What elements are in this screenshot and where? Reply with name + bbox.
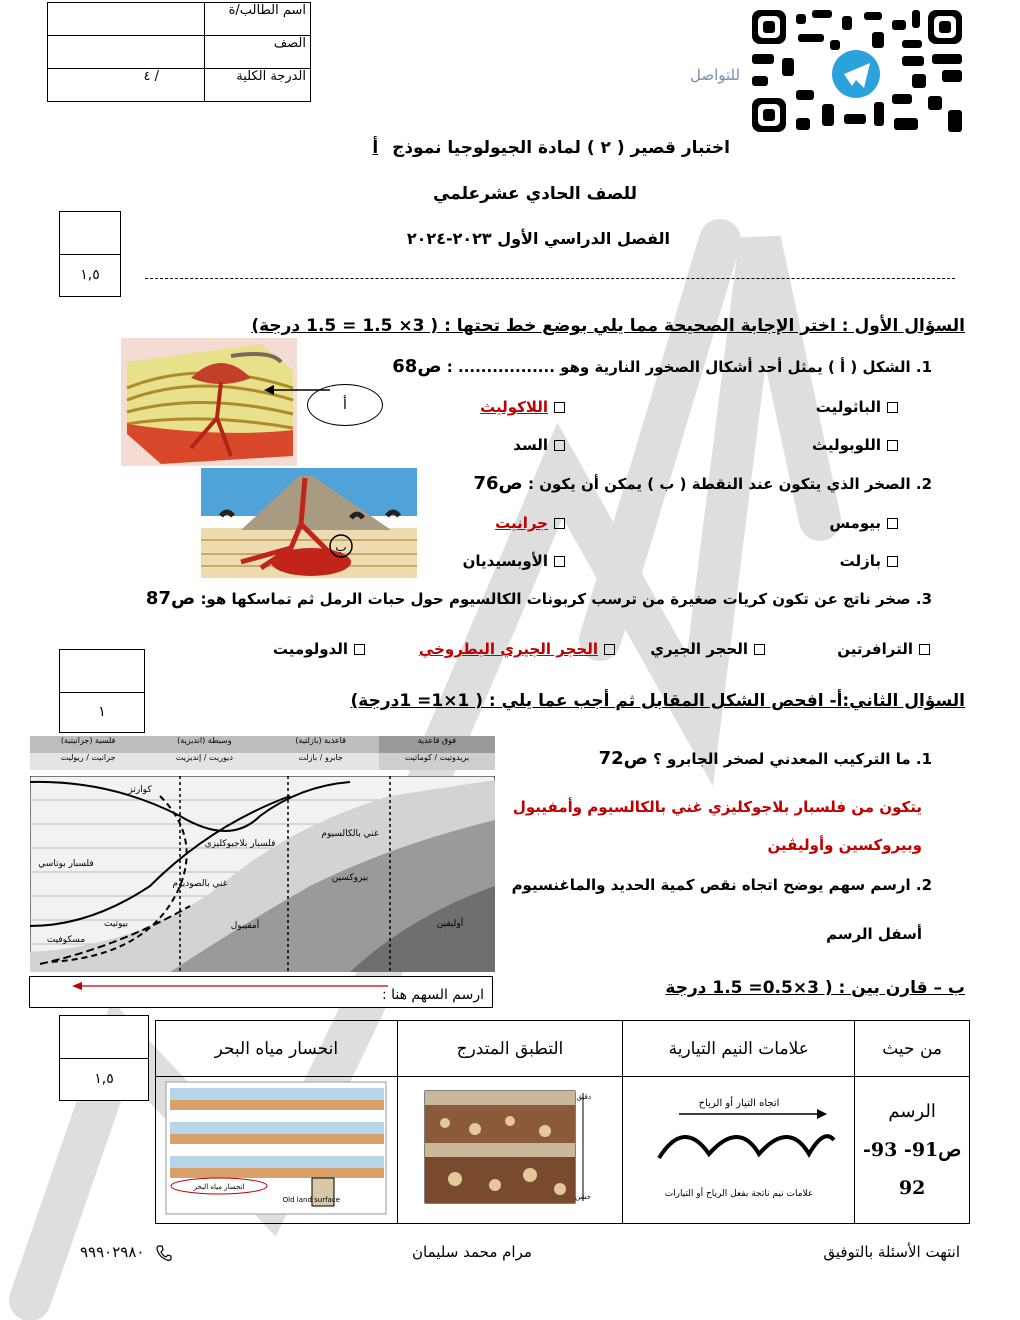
student-name-label: اسم الطالب/ة <box>205 3 311 36</box>
q1-item1-option-c[interactable]: اللوبوليث <box>812 436 898 454</box>
q2b-title: ب – قارن بين : ( 3×0.5= 1.5 درجة <box>665 978 965 998</box>
svg-text:مسكوفيت: مسكوفيت <box>46 935 86 945</box>
cmp-graded-cell <box>397 1077 623 1224</box>
grade-level: للصف الحادي عشرعلمي <box>433 184 637 204</box>
footer-phone: ٩٩٩٠٢٩٨٠ <box>80 1243 173 1262</box>
footer-end-text: انتهت الأسئلة بالتوفيق <box>823 1243 960 1261</box>
q1-item3-page: ص87 <box>145 588 196 609</box>
q1-score-box: ١,٥ <box>59 211 121 297</box>
class-field[interactable] <box>48 36 205 69</box>
exam-model: أ <box>372 138 379 158</box>
class-label: الصف <box>205 36 311 69</box>
cmp-row-pages: ص91- 93-92 <box>862 1139 962 1199</box>
cmp-regression-cell <box>156 1077 398 1224</box>
cmp-row-label: الرسم <box>888 1101 936 1122</box>
phone-icon <box>155 1244 173 1262</box>
q1-item3-option-c[interactable]: الحجر الجيري البطروخي <box>419 640 615 658</box>
cmp-header-regression: انحسار مياه البحر <box>156 1021 398 1077</box>
svg-text:اتجاه التيار أو الرياح: اتجاه التيار أو الرياح <box>698 1098 780 1109</box>
cmp-row-drawing <box>855 1077 970 1224</box>
q2-item1-answer-line2: وبيروكسين وأوليڤين <box>767 836 922 854</box>
q1-item2-option-a[interactable]: بيومس <box>829 514 898 532</box>
separator-line <box>145 278 955 279</box>
total-grade-value: / ٤ <box>48 69 205 102</box>
exam-title: اختبار قصير ( ٢ ) لمادة الجيولوجيا نموذج <box>392 138 730 158</box>
q1-item2-option-c[interactable]: بازلت <box>840 552 898 570</box>
svg-text:علامات نيم ناتجة بفعل الرياح أ: علامات نيم ناتجة بفعل الرياح أو التيارات <box>664 1189 814 1199</box>
q1-item3-option-b[interactable]: الحجر الجيري <box>650 640 765 658</box>
svg-text:فلسبار بلاجيوكليزي: فلسبار بلاجيوكليزي <box>204 839 276 849</box>
total-grade-label: الدرجة الكلية <box>205 69 311 102</box>
q1-item1-option-b[interactable]: اللاكوليث <box>480 398 565 416</box>
q1-item1-option-d[interactable]: السد <box>513 436 565 454</box>
q2a-score-box: ١ <box>59 649 145 733</box>
figure-b-label: ب <box>335 540 347 554</box>
footer-teacher: مرام محمد سليمان <box>412 1243 532 1261</box>
svg-text:أوليفين: أوليفين <box>436 919 464 929</box>
q2b-score-box: ١,٥ <box>59 1015 149 1101</box>
svg-text:Old land surface: Old land surface <box>282 1196 340 1204</box>
ripple-marks-figure <box>639 1088 839 1208</box>
contact-label: للتواصل <box>690 66 741 84</box>
svg-text:أمفيبول: أمفيبول <box>230 921 260 931</box>
q1-item2-page: ص76 <box>473 473 523 494</box>
laccolith-figure <box>121 338 297 466</box>
q1-item1-option-a[interactable]: الباثوليت <box>816 398 898 416</box>
qr-code <box>752 10 962 132</box>
q1-item3: 3. صخر ناتج عن تكون كريات صغيرة من ترسب كربونات الكالسيوم حول حبات الرمل ثم تماسكها هو: ص87 <box>145 588 932 609</box>
school-term: الفصل الدراسي الأول ٢٠٢٣-٢٠٢٤ <box>406 229 670 248</box>
q1-item1: 1. الشكل ( أ ) يمثل أحد أشكال الصخور النارية وهو ................. : ص68 <box>392 356 932 377</box>
mineral-composition-chart <box>30 776 495 972</box>
cmp-ripple-cell <box>623 1077 855 1224</box>
exam-title-row <box>300 138 730 158</box>
sea-regression-figure <box>164 1078 389 1218</box>
q1-item2: 2. الصخر الذي يتكون عند النقطة ( ب ) يمكن أن يكون : ص76 <box>473 473 932 494</box>
svg-text:دقيق: دقيق <box>576 1093 591 1101</box>
svg-text:انحسار مياه البحر: انحسار مياه البحر <box>193 1183 245 1191</box>
q1-item3-option-d[interactable]: الدولوميت <box>273 640 365 658</box>
q2-item1-page: ص72 <box>598 748 648 769</box>
student-info-table <box>47 2 311 102</box>
arrow-icon <box>70 979 390 993</box>
svg-text:غني بالكالسيوم: غني بالكالسيوم <box>321 829 379 839</box>
q2-title: السؤال الثاني:أ- افحص الشكل المقابل ثم أجب عما يلي : ( 1×1= 1درجة) <box>350 691 965 711</box>
volcano-figure <box>201 468 417 578</box>
svg-text:خشن: خشن <box>575 1193 591 1201</box>
q1-item2-option-d[interactable]: الأوبسيديان <box>463 552 565 570</box>
q2-item1: 1. ما التركيب المعدني لصخر الجابرو ؟ ص72 <box>598 748 932 769</box>
q2-item2-continued: أسفل الرسم <box>826 925 922 943</box>
arrow-box-label: ارسم السهم هنا : <box>381 987 484 1003</box>
cmp-header-aspect: من حيث <box>855 1021 970 1077</box>
student-name-field[interactable] <box>48 3 205 36</box>
svg-text:بيروكسين: بيروكسين <box>331 873 369 883</box>
svg-text:بيوتيت: بيوتيت <box>104 919 128 929</box>
q2-item1-answer-line1: يتكون من فلسبار بلاجوكليزي غني بالكالسيوم وأمفيبول <box>512 798 922 816</box>
q2-item2: 2. ارسم سهم يوضح اتجاه نقص كمية الحديد والماغنسيوم <box>511 876 932 894</box>
q1-item3-option-a[interactable]: الترافرتين <box>837 640 930 658</box>
cmp-header-graded: التطبق المتدرج <box>397 1021 623 1077</box>
arrow-drawing-box[interactable] <box>29 976 493 1008</box>
svg-text:فلسبار بوتاسي: فلسبار بوتاسي <box>38 859 94 869</box>
svg-text:كوارتز: كوارتز <box>128 785 152 795</box>
q1-item2-option-b[interactable]: جرانيت <box>495 514 565 532</box>
svg-text:غني بالصوديوم: غني بالصوديوم <box>172 879 228 889</box>
figure-a-label: أ <box>307 384 383 426</box>
q1-item1-page: ص68 <box>392 356 442 377</box>
graded-bedding-figure <box>415 1083 605 1213</box>
rock-type-header: فوق قاعدية قاعدية (بازلتية) وسيطة (انديزية) فلسية (جرانيتية) بريدوتيت / كوماتيت جابرو / بازلت ديوريت / إنديزيت جرانيت / ريوليت <box>30 736 495 770</box>
q1-title: السؤال الأول : اختر الإجابة الصحيحة مما يلي بوضع خط تحتها : ( 3× 1.5 = 1.5 درجة) <box>251 316 965 336</box>
cmp-header-ripple: علامات النيم التيارية <box>623 1021 855 1077</box>
comparison-table <box>155 1020 970 1224</box>
